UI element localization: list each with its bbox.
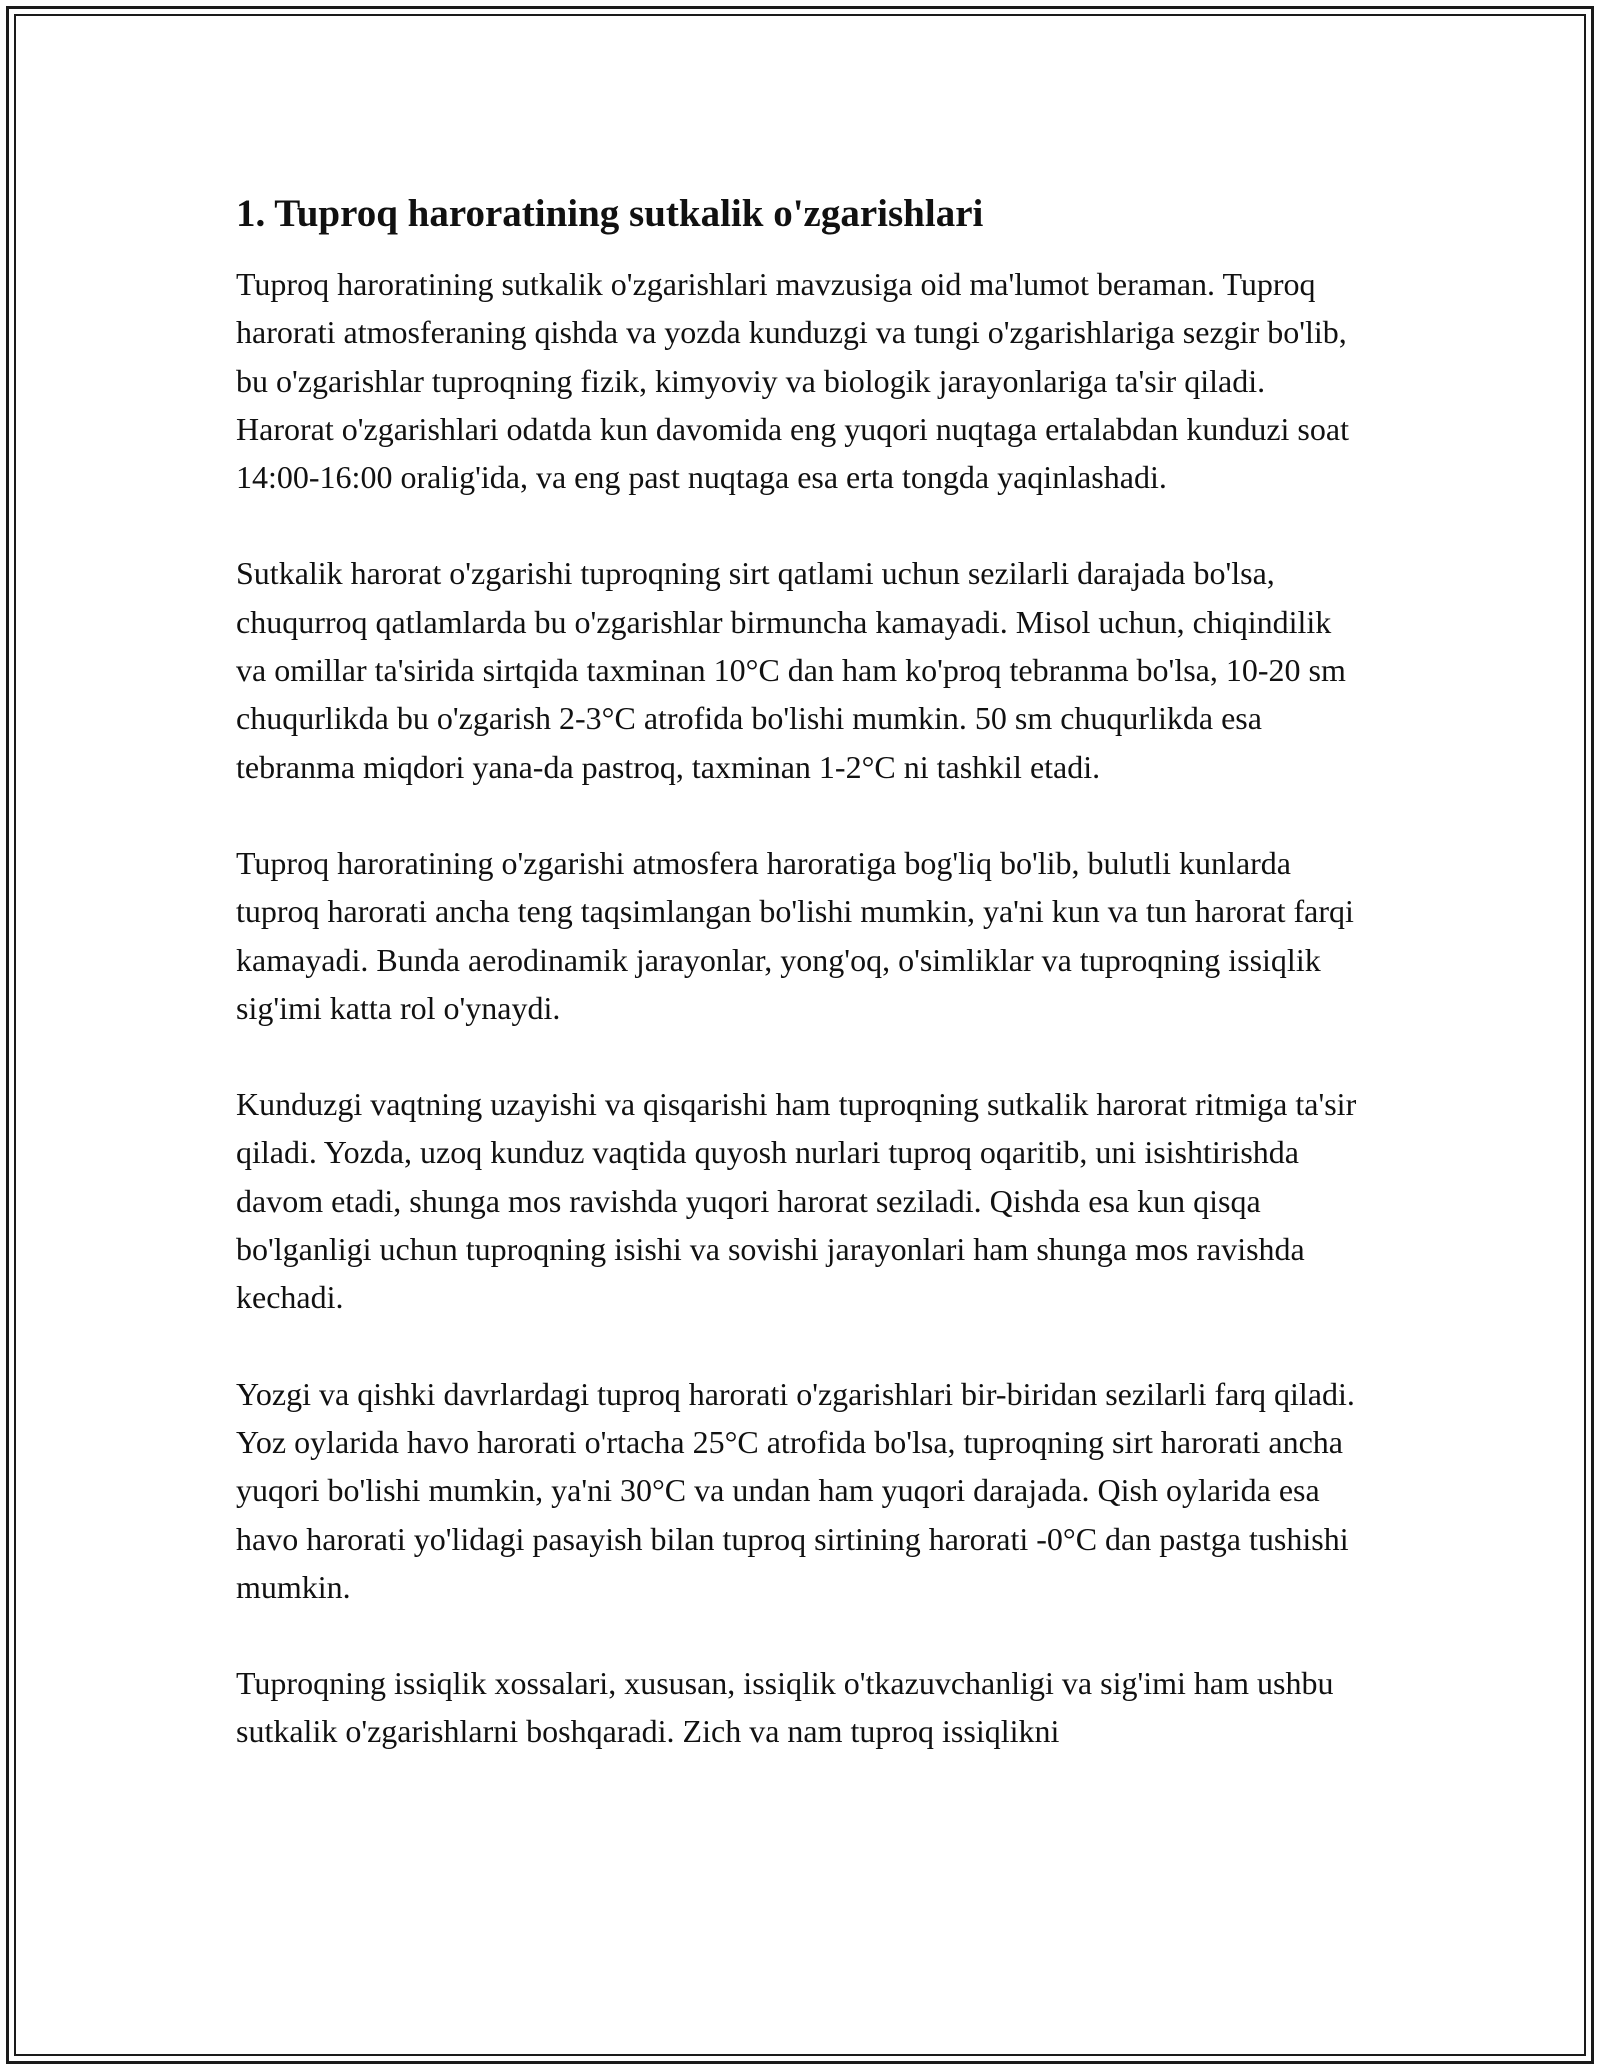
document-body [236,186,1366,1756]
paragraph-4: Kunduzgi vaqtning uzayishi va qisqarishi ham tuproqning sutkalik harorat ritmiga ta'sir qiladi. Yozda, uzoq kunduz vaqtida quyosh nurlari tuproq oqaritib, uni isishtirishda davom etadi, shunga mos ravishda yuqori harorat seziladi. Qishda esa kun qisqa bo'lganligi uchun tuproqning isishi va sovishi jarayonlari ham shunga mos ravishda kechadi. [236,1086,1357,1316]
section-heading: 1. Tuproq haroratining sutkalik o'zgarishlari [236,192,984,235]
paragraph-3: Tuproq haroratining o'zgarishi atmosfera haroratiga bog'liq bo'lib, bulutli kunlarda tuproq harorati ancha teng taqsimlangan bo'lishi mumkin, ya'ni kun va tun harorat farqi kamayadi. Bunda aerodinamik jarayonlar, yong'oq, o'simliklar va tuproqning issiqlik sig'imi katta rol o'ynaydi. [236,844,1354,1026]
paragraph-1: Tuproq haroratining sutkalik o'zgarishlari mavzusiga oid ma'lumot beraman. Tuproq harorati atmosferaning qishda va yozda kunduzgi va tungi o'zgarishlariga sezgir bo'lib, bu o'zgarishlar tuproqning fizik, kimyoviy va biologik jarayonlariga ta'sir qiladi. Harorat o'zgarishlari odatda kun davomida eng yuqori nuqtaga ertalabdan kunduzi soat 14:00-16:00 oralig'ida, va eng past nuqtaga esa erta tongda yaqinlashadi. [236,266,1349,496]
paragraph-5: Yozgi va qishki davrlardagi tuproq harorati o'zgarishlari bir-biridan sezilarli farq qiladi. Yoz oylarida havo harorati o'rtacha 25°C atrofida bo'lsa, tuproqning sirt harorati ancha yuqori bo'lishi mumkin, ya'ni 30°C va undan ham yuqori darajada. Qish oylarida esa havo harorati yo'lidagi pasayish bilan tuproq sirtining harorati -0°C dan pastga tushishi mumkin. [236,1375,1355,1605]
paragraph-2: Sutkalik harorat o'zgarishi tuproqning sirt qatlami uchun sezilarli darajada bo'lsa, chuqurroq qatlamlarda bu o'zgarishlar birmuncha kamayadi. Misol uchun, chiqindilik va omillar ta'sirida sirtqida taxminan 10°C dan ham ko'proq tebranma bo'lsa, 10-20 sm chuqurlikda bu o'zgarish 2-3°C atrofida bo'lishi mumkin. 50 sm chuqurlikda esa tebranma miqdori yana-da pastroq, taxminan 1-2°C ni tashkil etadi. [236,555,1346,785]
paragraph-6: Tuproqning issiqlik xossalari, xususan, issiqlik o'tkazuvchanligi va sig'imi ham ushbu sutkalik o'zgarishlarni boshqaradi. Zich va nam tuproq issiqlikni [236,1665,1334,1750]
